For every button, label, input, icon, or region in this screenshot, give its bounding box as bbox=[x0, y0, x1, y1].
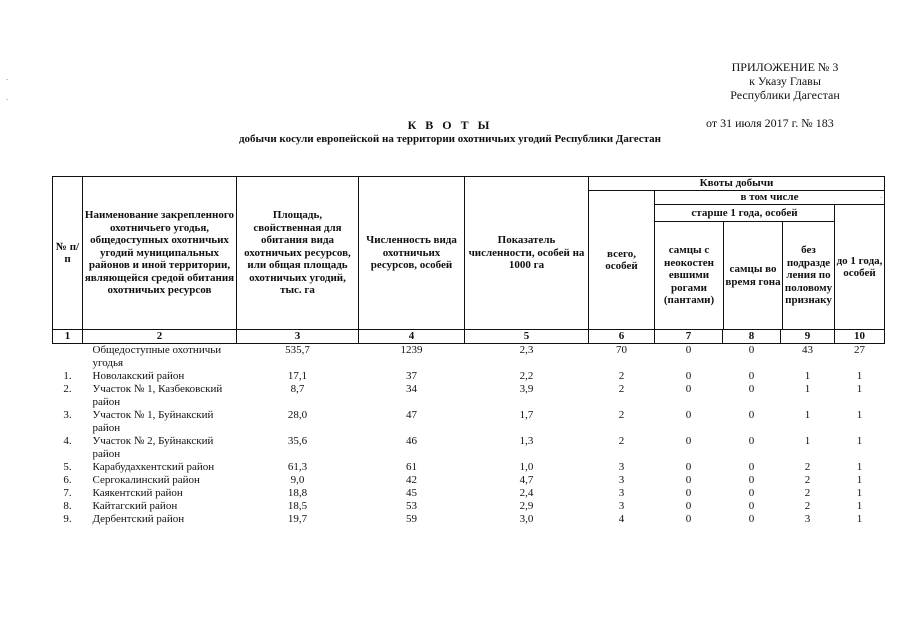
area-cell: 8,7 bbox=[290, 383, 305, 395]
no-sex-division-cell: 2 bbox=[804, 487, 811, 499]
under-one-year-cell: 1 bbox=[856, 409, 863, 421]
area-cell: 535,7 bbox=[285, 344, 310, 356]
total-quota-cell: 2 bbox=[618, 435, 625, 447]
area-cell: 9,0 bbox=[290, 474, 305, 486]
no-sex-division-cell: 1 bbox=[804, 370, 811, 382]
column-number: 4 bbox=[359, 330, 465, 344]
density-cell: 1,0 bbox=[519, 461, 534, 473]
area-cell: 35,6 bbox=[287, 435, 308, 447]
population-cell: 53 bbox=[406, 500, 417, 512]
row-number-cell: 2. bbox=[63, 383, 72, 395]
header-older: старше 1 года, особей bbox=[655, 205, 834, 222]
header-males-rut: самцы во время гона bbox=[724, 222, 783, 329]
row-number-cell: 7. bbox=[63, 487, 72, 499]
header-area: Площадь, свойственная для обитания вида охотничьих ресурсов, или общая площадь охотничьих угодий, тыс. га bbox=[237, 177, 359, 330]
males-rut-cell: 0 bbox=[748, 370, 755, 382]
quota-table-body bbox=[53, 344, 885, 527]
total-quota-cell: 2 bbox=[618, 370, 625, 382]
column-number: 7 bbox=[655, 330, 723, 344]
table-row bbox=[53, 513, 885, 526]
no-sex-division-cell: 3 bbox=[804, 513, 811, 525]
header-hunting-ground: Наименование закрепленного охотничьего угодья, общедоступных охотничьих угодий муниципальных районов и иной территории, являющейся средой обитания охотничьих ресурсов bbox=[83, 177, 237, 330]
population-cell: 1239 bbox=[400, 344, 423, 356]
row-number-cell: 1. bbox=[63, 370, 72, 382]
appendix-line-2: к Указу Главы bbox=[749, 74, 821, 88]
row-number-cell: 6. bbox=[63, 474, 72, 486]
hunting-ground-cell: Каякентский район bbox=[92, 487, 183, 499]
population-cell: 45 bbox=[406, 487, 417, 499]
under-one-year-cell: 1 bbox=[856, 435, 863, 447]
males-rut-cell: 0 bbox=[748, 487, 755, 499]
under-one-year-cell: 1 bbox=[856, 370, 863, 382]
density-cell: 2,3 bbox=[519, 344, 534, 356]
population-cell: 34 bbox=[406, 383, 417, 395]
density-cell: 2,4 bbox=[519, 487, 534, 499]
column-number: 8 bbox=[723, 330, 781, 344]
hunting-ground-cell: Карабудахкентский район bbox=[92, 461, 215, 473]
males-velvet-cell: 0 bbox=[685, 500, 692, 512]
column-number: 1 bbox=[53, 330, 83, 344]
under-one-year-cell: 1 bbox=[856, 461, 863, 473]
males-velvet-cell: 0 bbox=[685, 474, 692, 486]
hunting-ground-cell: Участок № 1, Буйнакский район bbox=[92, 409, 214, 434]
row-number-cell: 4. bbox=[63, 435, 72, 447]
header-quotas: Квоты добычи bbox=[589, 177, 885, 191]
males-rut-cell: 0 bbox=[748, 409, 755, 421]
males-velvet-cell: 0 bbox=[685, 513, 692, 525]
row-number-cell: 5. bbox=[63, 461, 72, 473]
table-row bbox=[53, 435, 885, 461]
row-number-cell: 8. bbox=[63, 500, 72, 512]
header-males-velvet: самцы с неокостен евшими рогами (пантами) bbox=[655, 222, 724, 329]
no-sex-division-cell: 1 bbox=[804, 383, 811, 395]
header-older-group bbox=[655, 205, 835, 330]
no-sex-division-cell: 1 bbox=[804, 409, 811, 421]
hunting-ground-cell: Участок № 1, Казбековский район bbox=[92, 383, 223, 408]
no-sex-division-cell: 2 bbox=[804, 474, 811, 486]
area-cell: 28,0 bbox=[287, 409, 308, 421]
density-cell: 1,7 bbox=[519, 409, 534, 421]
header-total: всего, особей bbox=[589, 191, 655, 330]
column-number: 10 bbox=[835, 330, 885, 344]
males-rut-cell: 0 bbox=[748, 435, 755, 447]
no-sex-division-cell: 2 bbox=[804, 461, 811, 473]
column-number: 3 bbox=[237, 330, 359, 344]
column-number: 6 bbox=[589, 330, 655, 344]
header-density: Показатель численности, особей на 1000 га bbox=[465, 177, 589, 330]
table-row bbox=[53, 383, 885, 409]
header-no-sex-division: без подразде ления по половому признаку bbox=[784, 244, 833, 307]
total-quota-cell: 4 bbox=[618, 513, 625, 525]
area-cell: 18,8 bbox=[287, 487, 308, 499]
total-quota-cell: 2 bbox=[618, 383, 625, 395]
total-quota-cell: 70 bbox=[616, 344, 627, 356]
area-cell: 19,7 bbox=[287, 513, 308, 525]
under-one-year-cell: 1 bbox=[856, 487, 863, 499]
table-row bbox=[53, 474, 885, 487]
table-row bbox=[53, 487, 885, 500]
under-one-year-cell: 1 bbox=[856, 474, 863, 486]
document-subtitle: добычи косули европейской на территории охотничьих угодий Республики Дагестан bbox=[238, 133, 662, 145]
under-one-year-cell: 1 bbox=[856, 383, 863, 395]
density-cell: 2,2 bbox=[519, 370, 534, 382]
row-number-cell: 3. bbox=[63, 409, 72, 421]
no-sex-division-cell: 43 bbox=[802, 344, 813, 356]
appendix-line-3: Республики Дагестан bbox=[730, 88, 840, 102]
population-cell: 46 bbox=[406, 435, 417, 447]
table-row bbox=[53, 409, 885, 435]
total-quota-cell: 3 bbox=[618, 461, 625, 473]
hunting-ground-cell: Участок № 2, Буйнакский район bbox=[92, 435, 214, 460]
scan-mark: . bbox=[6, 92, 9, 102]
no-sex-division-cell: 1 bbox=[804, 435, 811, 447]
males-rut-cell: 0 bbox=[748, 474, 755, 486]
no-sex-division-cell: 2 bbox=[804, 500, 811, 512]
males-velvet-cell: 0 bbox=[685, 461, 692, 473]
density-cell: 3,0 bbox=[519, 513, 534, 525]
males-velvet-cell: 0 bbox=[685, 435, 692, 447]
area-cell: 17,1 bbox=[287, 370, 308, 382]
population-cell: 59 bbox=[406, 513, 417, 525]
row-number-cell: 9. bbox=[63, 513, 72, 525]
table-row bbox=[53, 344, 885, 371]
under-one-year-cell: 1 bbox=[856, 513, 863, 525]
males-rut-cell: 0 bbox=[748, 500, 755, 512]
density-cell: 1,3 bbox=[519, 435, 534, 447]
total-quota-cell: 3 bbox=[618, 487, 625, 499]
area-cell: 61,3 bbox=[287, 461, 308, 473]
males-rut-cell: 0 bbox=[748, 461, 755, 473]
scan-mark: . bbox=[6, 72, 9, 82]
column-number: 9 bbox=[781, 330, 835, 344]
header-under-one-year: до 1 года, особей bbox=[835, 205, 885, 330]
males-velvet-cell: 0 bbox=[685, 344, 692, 356]
males-velvet-cell: 0 bbox=[685, 409, 692, 421]
header-including: в том числе bbox=[655, 191, 885, 205]
density-cell: 3,9 bbox=[519, 383, 534, 395]
total-quota-cell: 3 bbox=[618, 500, 625, 512]
appendix-line-1: ПРИЛОЖЕНИЕ № 3 bbox=[731, 60, 839, 74]
males-velvet-cell: 0 bbox=[685, 487, 692, 499]
males-velvet-cell: 0 bbox=[685, 370, 692, 382]
decree-date: от 31 июля 2017 г. № 183 bbox=[706, 116, 834, 130]
population-cell: 61 bbox=[406, 461, 417, 473]
hunting-ground-cell: Сергокалинский район bbox=[92, 474, 200, 486]
table-row bbox=[53, 461, 885, 474]
area-cell: 18,5 bbox=[287, 500, 308, 512]
males-rut-cell: 0 bbox=[748, 383, 755, 395]
population-cell: 47 bbox=[406, 409, 417, 421]
quota-table bbox=[52, 176, 885, 526]
hunting-ground-cell: Кайтагский район bbox=[92, 500, 178, 512]
population-cell: 37 bbox=[406, 370, 417, 382]
table-row bbox=[53, 370, 885, 383]
hunting-ground-cell: Общедоступные охотничьи угодья bbox=[92, 344, 222, 369]
total-quota-cell: 3 bbox=[618, 474, 625, 486]
hunting-ground-cell: Новолакский район bbox=[92, 370, 185, 382]
appendix-block bbox=[715, 60, 855, 102]
hunting-ground-cell: Дербентский район bbox=[92, 513, 185, 525]
density-cell: 4,7 bbox=[519, 474, 534, 486]
header-row-number: № п/п bbox=[53, 177, 83, 330]
males-rut-cell: 0 bbox=[748, 513, 755, 525]
total-quota-cell: 2 bbox=[618, 409, 625, 421]
table-row bbox=[53, 500, 885, 513]
under-one-year-cell: 27 bbox=[854, 344, 865, 356]
document-title: К В О Т Ы bbox=[407, 118, 493, 132]
population-cell: 42 bbox=[406, 474, 417, 486]
scan-mark: . bbox=[880, 190, 883, 200]
row-number-cell bbox=[53, 344, 83, 371]
under-one-year-cell: 1 bbox=[856, 500, 863, 512]
column-number: 5 bbox=[465, 330, 589, 344]
males-velvet-cell: 0 bbox=[685, 383, 692, 395]
column-number: 2 bbox=[83, 330, 237, 344]
header-population: Численность вида охотничьих ресурсов, особей bbox=[359, 177, 465, 330]
males-rut-cell: 0 bbox=[748, 344, 755, 356]
density-cell: 2,9 bbox=[519, 500, 534, 512]
